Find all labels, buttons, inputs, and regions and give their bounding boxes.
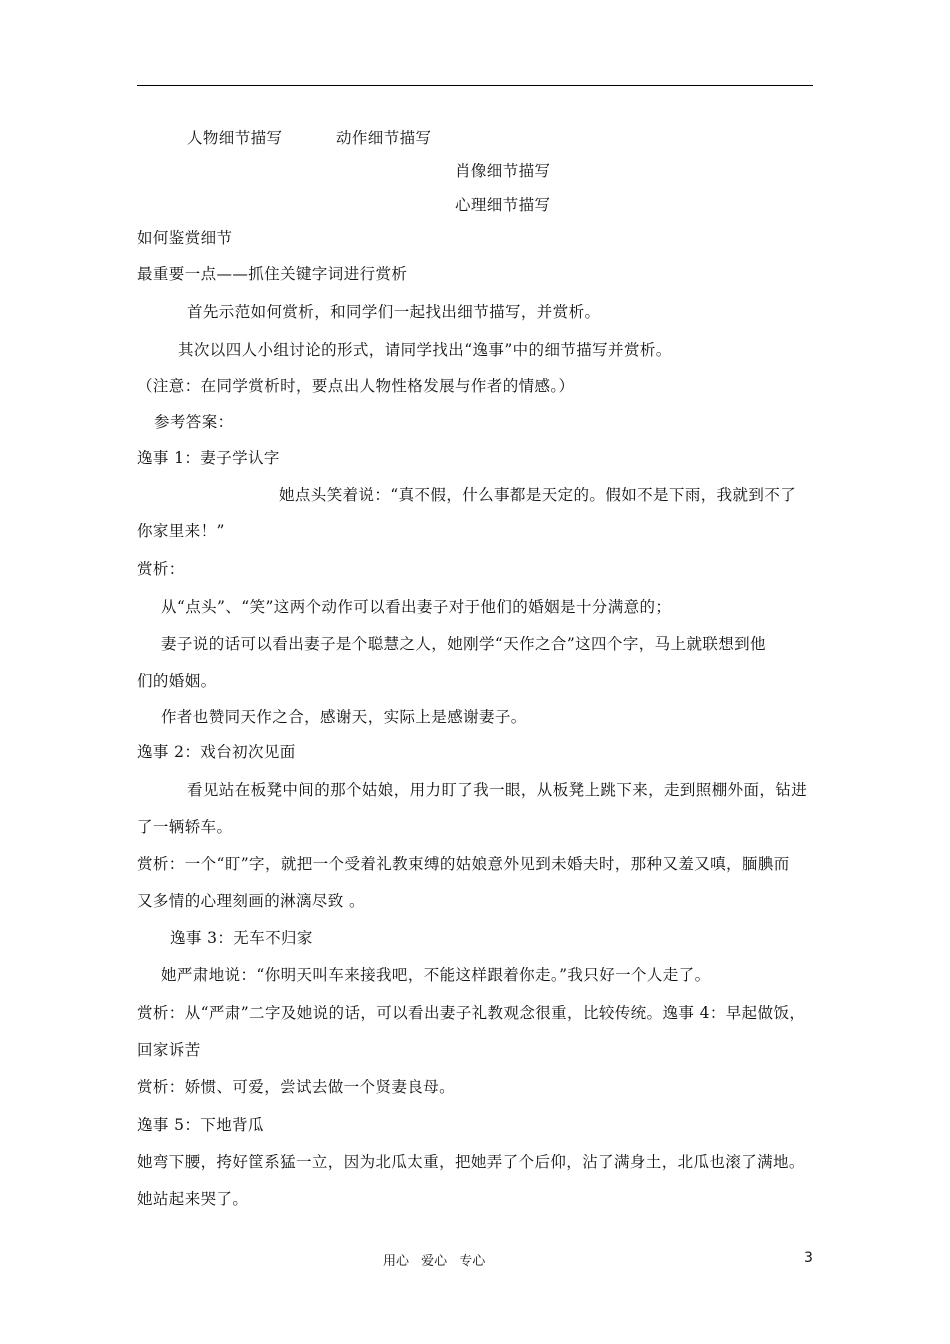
note-paragraph: （注意：在同学赏析时，要点出人物性格发展与作者的情感。）	[137, 377, 575, 395]
anecdote-1-analysis-p2-line-1: 妻子说的话可以看出妻子是个聪慧之人，她刚学“天作之合”这四个字，马上就联想到他	[161, 635, 766, 653]
first-demo-paragraph: 首先示范如何赏析，和同学们一起找出细节描写，并赏析。	[187, 303, 601, 321]
anecdote-1-analysis-p1: 从“点头”、“笑”这两个动作可以看出妻子对于他们的婚姻是十分满意的；	[161, 598, 672, 616]
anecdote-1-title: 逸事 1：妻子学认字	[137, 449, 280, 467]
group-discussion-paragraph: 其次以四人小组讨论的形式，请同学找出“逸事”中的细节描写并赏析。	[178, 341, 672, 359]
anecdote-3-title: 逸事 3：无车不归家	[170, 929, 313, 947]
header-rule	[137, 85, 813, 86]
anecdote-5-text-line-2: 她站起来哭了。	[137, 1190, 249, 1208]
anecdote-4-analysis: 赏析：娇惯、可爱，尝试去做一个贤妻良母。	[137, 1078, 456, 1096]
footer-motto: 用心 爱心 专心	[383, 1254, 486, 1269]
anecdote-1-analysis-p3: 作者也赞同天作之合，感谢天，实际上是感谢妻子。	[161, 708, 527, 726]
anecdote-1-analysis-p2-line-2: 们的婚姻。	[137, 672, 217, 690]
anecdote-2-analysis-line-2: 又多情的心理刻画的淋漓尽致 。	[137, 892, 365, 910]
anecdote-1-quote-line-1: 她点头笑着说：“真不假，什么事都是天定的。假如不是下雨，我就到不了	[279, 486, 797, 504]
outline-person-detail: 人物细节描写	[187, 129, 283, 147]
anecdote-3-analysis-line-2: 回家诉苦	[137, 1041, 201, 1059]
anecdote-1-quote-line-2: 你家里来！”	[137, 522, 225, 540]
anecdote-3-text: 她严肃地说：“你明天叫车来接我吧，不能这样跟着你走。”我只好一个人走了。	[161, 966, 711, 984]
outline-action-detail: 动作细节描写	[336, 129, 432, 147]
anecdote-5-text-line-1: 她弯下腰，挎好筐系猛一立，因为北瓜太重，把她弄了个后仰，沾了满身土，北瓜也滚了满地。	[137, 1153, 805, 1171]
anecdote-5-title: 逸事 5：下地背瓜	[137, 1116, 264, 1134]
anecdote-1-analysis-label: 赏析：	[137, 560, 185, 578]
anecdote-2-text-line-2: 了一辆轿车。	[137, 818, 233, 836]
anecdote-2-text-line-1: 看见站在板凳中间的那个姑娘，用力盯了我一眼，从板凳上跳下来，走到照棚外面，钻进	[187, 781, 808, 799]
anecdote-2-title: 逸事 2：戏台初次见面	[137, 743, 296, 761]
anecdote-3-analysis-line-1: 赏析：从“严肃”二字及她说的话，可以看出妻子礼教观念很重，比较传统。逸事 4：早起做饭，	[137, 1004, 806, 1022]
key-point: 最重要一点——抓住关键字词进行赏析	[137, 265, 408, 283]
reference-answer-label: 参考答案：	[154, 413, 234, 431]
how-appreciate-heading: 如何鉴赏细节	[137, 229, 233, 247]
anecdote-2-analysis-line-1: 赏析：一个“盯”字，就把一个受着礼教束缚的姑娘意外见到未婚夫时，那种又羞又嗔，腼腆而	[137, 855, 790, 873]
page-number: 3	[804, 1250, 813, 1266]
outline-portrait-detail: 肖像细节描写	[455, 162, 551, 180]
outline-psych-detail: 心理细节描写	[455, 196, 551, 214]
